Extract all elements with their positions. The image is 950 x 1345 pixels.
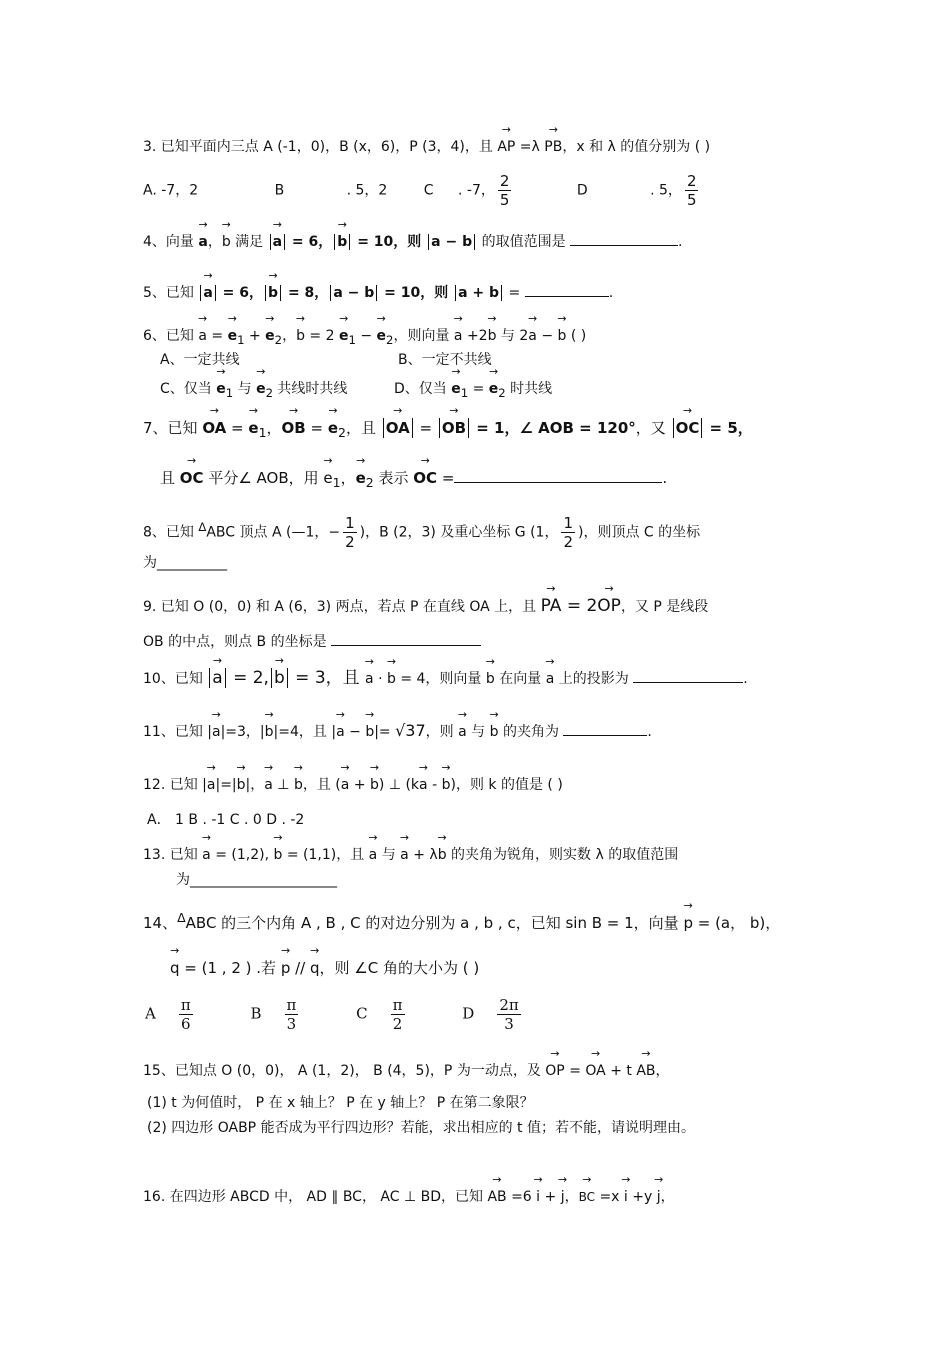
answer-blank — [454, 468, 662, 483]
option-a: A. -7，2 — [143, 182, 199, 199]
question-15-part-2: (2) 四边形 OABP 能否成为平行四边形？若能，求出相应的 t 值；若不能，请说明理由。 — [147, 1120, 695, 1136]
answer-blank — [570, 231, 678, 246]
option-d-label: D — [462, 1004, 475, 1023]
question-4: 4、向量 → a，→ b 满足 → a = 6，→ b = 10，则 a − b 的取值范围是 . — [143, 231, 682, 252]
fraction: $\frac{2}{5}$ — [499, 172, 510, 209]
question-6-option-d: D、仅当 → $e_1$ = → $e_2$ 时共线 — [394, 379, 552, 403]
question-3-options: A. -7，2 B . 5，2 C . -7， $\frac{2}{5}$ D . 5， $\frac{2}{5}$ — [143, 172, 697, 209]
option-d-label: D — [576, 182, 588, 199]
question-8-line-1: 8、已知 $^\Delta$ABC 顶点 A (—1，− $\frac{1}{2}$ )，B (2，3) 及重心坐标 G (1， $\frac{1}{2}$ )，则顶点 C 的坐标 — [143, 514, 701, 551]
answer-blank — [331, 631, 481, 646]
question-13-line-2: 为_____________________ — [176, 872, 337, 888]
fraction: $\frac{\pi}{3}$ — [286, 996, 297, 1033]
question-6-option-c: C、仅当 → $e_1$ 与 → $e_2$ 共线时共线 — [160, 379, 347, 403]
fraction: $\frac{\pi}{6}$ — [180, 996, 191, 1033]
question-3-stem: 3. 已知平面内三点 A (-1，0)，B (x，6)，P (3，4)，且 → AP =λ → PB，x 和 λ 的值分别为 ( ) — [143, 137, 710, 157]
option-b-label: B — [250, 1004, 262, 1023]
question-10: 10、已知 → a = 2,→ b = 3，且 → a · → b = 4，则向量 → b 在向量 → a 上的投影为 . — [143, 668, 748, 689]
question-12-stem: 12. 已知 |→ a|=|→ b|，→ a ⊥ → b，且 (→ a + → b) ⊥ (k→ a - → b)，则 k 的值是 ( ) — [143, 775, 563, 795]
question-7-line-1: 7、已知 → OA = → $e_1$，→ OB = → $e_2$，且 → OA = → OB = 1，∠ AOB = 120°，又 → OC = 5， — [143, 418, 753, 443]
question-6-option-b: B、一定不共线 — [398, 352, 492, 368]
fraction: $\frac{2\pi}{3}$ — [499, 996, 519, 1033]
question-14-options — [145, 996, 524, 1033]
answer-blank — [633, 668, 743, 683]
question-14-line-2: → q = (1 , 2 ) .若 → p // → q，则 ∠C 角的大小为 ( ) — [170, 958, 479, 978]
answer-blank — [525, 282, 609, 297]
question-15-part-1: (1) t 为何值时， P 在 x 轴上？ P 在 y 轴上？ P 在第二象限？ — [147, 1095, 534, 1111]
answer-blank — [563, 721, 647, 736]
fraction: $\frac{1}{2}$ — [563, 514, 574, 551]
question-13-line-1: 13. 已知 → a = (1,2), → b = (1,1)，且 → a 与 → a + λ→ b 的夹角为锐角，则实数 λ 的取值范围 — [143, 845, 678, 865]
option-c-label: C — [356, 1004, 368, 1023]
question-5: 5、已知 → a = 6，→ b = 8， a − b = 10，则 a + b = . — [143, 282, 613, 303]
option-c-label: C — [423, 182, 434, 199]
option-b-label: B — [274, 182, 285, 199]
question-9-line-1: 9. 已知 O (0，0) 和 A (6，3) 两点，若点 P 在直线 OA 上，且 → PA = 2→ OP，又 P 是线段 — [143, 596, 708, 617]
question-6-option-a: A、一定共线 — [160, 352, 240, 368]
question-7-line-2: 且 → OC 平分∠ AOB，用 → $e_1$，→ $e_2$ 表示 → OC = . — [160, 468, 667, 493]
fraction: $\frac{2}{5}$ — [686, 172, 697, 209]
option-a-label: A — [145, 1004, 156, 1023]
question-6-stem: 6、已知 → a = → $e_1$ + → $e_2$，→ $b = 2 \to e_1$ − → $e_2$，则向量 → a +2→ b 与 2→ a − → b ( ) — [143, 326, 586, 350]
question-9-line-2: OB 的中点，则点 B 的坐标是 — [143, 631, 481, 652]
fraction: $\frac{\pi}{2}$ — [392, 996, 403, 1033]
fraction: $\frac{1}{2}$ — [345, 514, 355, 551]
question-16: 16. 在四边形 ABCD 中， AD ∥ BC， AC ⊥ BD，已知 → AB =6 → i + → j，→ BC =x → i +y → j， — [143, 1187, 675, 1207]
question-12-options: A． 1 B . -1 C . 0 D . -2 — [147, 812, 305, 828]
question-11: 11、已知 |→ a|=3，|→ b|=4，且 |→ a − → b|= √37，则 → a 与 → b 的夹角为 . — [143, 721, 652, 742]
question-14-line-1: 14、$^\Delta$ABC 的三个内角 A , B , C 的对边分别为 a , b , c，已知 sin B = 1，向量 → p = (a， b)， — [143, 908, 780, 933]
question-8-line-2: 为__________ — [143, 555, 227, 571]
question-15-line-1: 15、已知点 O (0，0)， A (1，2)， B (4，5)，P 为一动点，及 → OP = → OA + t → AB， — [143, 1061, 670, 1081]
